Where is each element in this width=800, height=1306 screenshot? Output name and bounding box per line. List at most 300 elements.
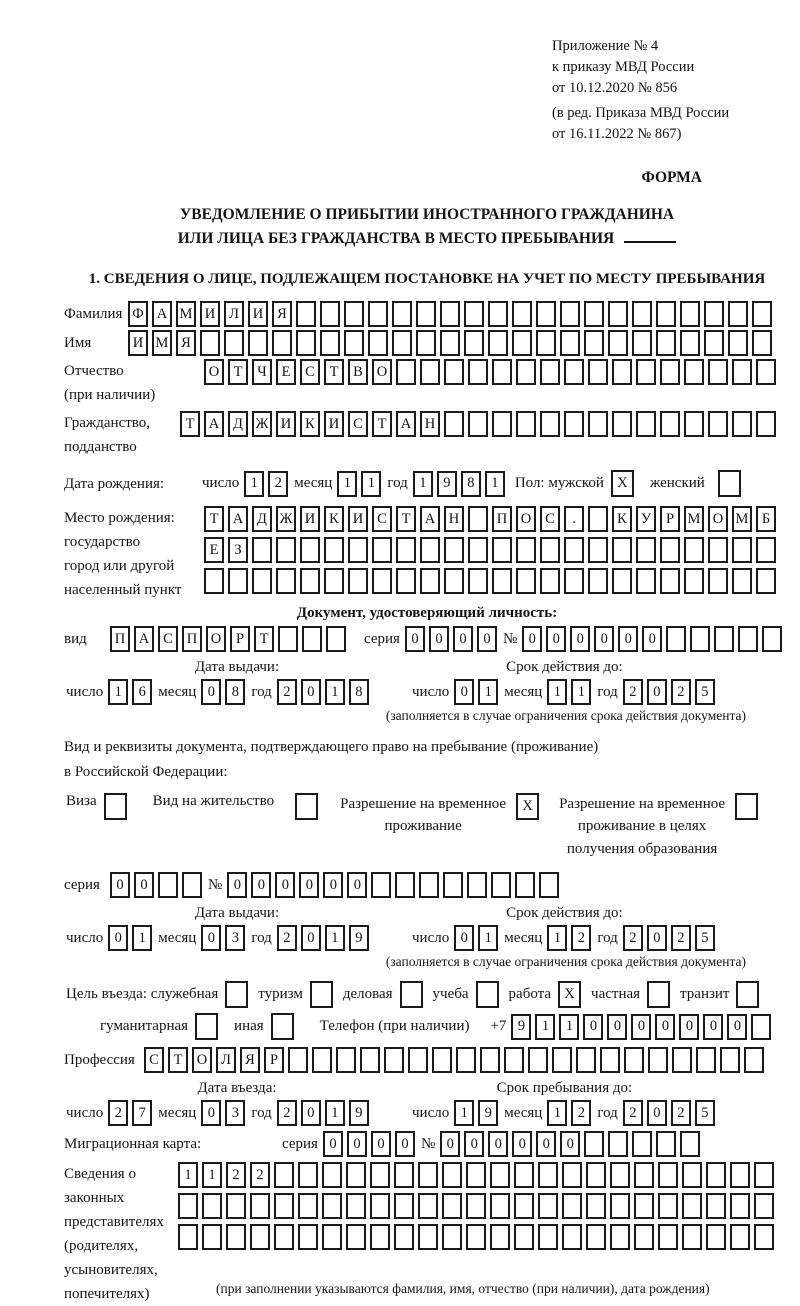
char-cell[interactable]: [610, 1224, 630, 1250]
char-cell[interactable]: 2: [623, 1100, 643, 1126]
char-cell[interactable]: 2: [277, 679, 297, 705]
char-cell[interactable]: [512, 330, 532, 356]
char-cell[interactable]: [396, 359, 416, 385]
char-cell[interactable]: Т: [168, 1047, 188, 1073]
char-cell[interactable]: [344, 330, 364, 356]
char-cell[interactable]: [658, 1224, 678, 1250]
char-cell[interactable]: С: [158, 626, 178, 652]
char-cell[interactable]: Т: [372, 411, 392, 437]
char-cell[interactable]: О: [206, 626, 226, 652]
char-cell[interactable]: 0: [512, 1131, 532, 1157]
char-cell[interactable]: 9: [437, 471, 457, 497]
char-cell[interactable]: Я: [272, 301, 292, 327]
char-cell[interactable]: [252, 537, 272, 563]
char-cell[interactable]: [608, 1131, 628, 1157]
char-cell[interactable]: [730, 1224, 750, 1250]
char-cell[interactable]: [226, 1224, 246, 1250]
char-cell[interactable]: 1: [178, 1162, 198, 1188]
char-cell[interactable]: [708, 411, 728, 437]
char-cell[interactable]: [420, 537, 440, 563]
char-cell[interactable]: 1: [547, 1100, 567, 1126]
char-cell[interactable]: А: [152, 301, 172, 327]
char-cell[interactable]: [368, 301, 388, 327]
char-cell[interactable]: И: [324, 411, 344, 437]
char-cell[interactable]: [564, 411, 584, 437]
char-cell[interactable]: [442, 1162, 462, 1188]
char-cell[interactable]: [492, 537, 512, 563]
char-cell[interactable]: [444, 568, 464, 594]
char-cell[interactable]: М: [732, 506, 752, 532]
char-cell[interactable]: Н: [420, 411, 440, 437]
char-cell[interactable]: Т: [204, 506, 224, 532]
char-cell[interactable]: [440, 330, 460, 356]
char-cell[interactable]: [744, 1047, 764, 1073]
char-cell[interactable]: [690, 626, 710, 652]
char-cell[interactable]: [666, 626, 686, 652]
char-cell[interactable]: 0: [522, 626, 542, 652]
char-cell[interactable]: [632, 301, 652, 327]
char-cell[interactable]: [684, 537, 704, 563]
char-cell[interactable]: [368, 330, 388, 356]
char-cell[interactable]: 0: [201, 679, 221, 705]
char-cell[interactable]: И: [300, 506, 320, 532]
char-cell[interactable]: [680, 301, 700, 327]
char-cell[interactable]: 2: [250, 1162, 270, 1188]
char-cell[interactable]: Т: [180, 411, 200, 437]
char-cell[interactable]: [564, 359, 584, 385]
char-cell[interactable]: 0: [108, 925, 128, 951]
char-cell[interactable]: [278, 626, 298, 652]
char-cell[interactable]: [370, 1224, 390, 1250]
char-cell[interactable]: [322, 1193, 342, 1219]
char-cell[interactable]: [728, 330, 748, 356]
char-cell[interactable]: [636, 359, 656, 385]
char-cell[interactable]: И: [348, 506, 368, 532]
residence-permit-checkbox[interactable]: [295, 793, 318, 820]
char-cell[interactable]: 5: [695, 925, 715, 951]
char-cell[interactable]: 0: [301, 679, 321, 705]
char-cell[interactable]: 2: [671, 925, 691, 951]
char-cell[interactable]: [444, 537, 464, 563]
char-cell[interactable]: З: [228, 537, 248, 563]
char-cell[interactable]: [612, 359, 632, 385]
char-cell[interactable]: [346, 1224, 366, 1250]
char-cell[interactable]: [320, 301, 340, 327]
char-cell[interactable]: [298, 1224, 318, 1250]
char-cell[interactable]: [312, 1047, 332, 1073]
char-cell[interactable]: [466, 1224, 486, 1250]
char-cell[interactable]: [464, 301, 484, 327]
char-cell[interactable]: [298, 1162, 318, 1188]
purpose-work-checkbox[interactable]: X: [558, 981, 581, 1008]
char-cell[interactable]: 7: [132, 1100, 152, 1126]
char-cell[interactable]: 0: [546, 626, 566, 652]
char-cell[interactable]: [538, 1193, 558, 1219]
char-cell[interactable]: Л: [224, 301, 244, 327]
purpose-transit-checkbox[interactable]: [736, 981, 759, 1008]
char-cell[interactable]: [348, 568, 368, 594]
char-cell[interactable]: [200, 330, 220, 356]
purpose-business-checkbox[interactable]: [400, 981, 423, 1008]
char-cell[interactable]: [488, 330, 508, 356]
char-cell[interactable]: [444, 411, 464, 437]
char-cell[interactable]: 0: [429, 626, 449, 652]
char-cell[interactable]: [586, 1193, 606, 1219]
char-cell[interactable]: 1: [454, 1100, 474, 1126]
char-cell[interactable]: А: [396, 411, 416, 437]
char-cell[interactable]: [528, 1047, 548, 1073]
char-cell[interactable]: 0: [395, 1131, 415, 1157]
char-cell[interactable]: П: [182, 626, 202, 652]
char-cell[interactable]: [732, 359, 752, 385]
char-cell[interactable]: [516, 568, 536, 594]
char-cell[interactable]: [248, 330, 268, 356]
char-cell[interactable]: [656, 301, 676, 327]
char-cell[interactable]: 5: [695, 1100, 715, 1126]
char-cell[interactable]: [394, 1193, 414, 1219]
char-cell[interactable]: [680, 330, 700, 356]
char-cell[interactable]: [490, 1193, 510, 1219]
char-cell[interactable]: [564, 537, 584, 563]
char-cell[interactable]: 0: [655, 1014, 675, 1040]
char-cell[interactable]: И: [128, 330, 148, 356]
char-cell[interactable]: С: [300, 359, 320, 385]
char-cell[interactable]: 0: [477, 626, 497, 652]
char-cell[interactable]: У: [636, 506, 656, 532]
char-cell[interactable]: К: [300, 411, 320, 437]
char-cell[interactable]: [512, 301, 532, 327]
purpose-humanitarian-checkbox[interactable]: [195, 1013, 218, 1040]
char-cell[interactable]: 1: [325, 925, 345, 951]
char-cell[interactable]: [756, 411, 776, 437]
purpose-official-checkbox[interactable]: [225, 981, 248, 1008]
char-cell[interactable]: [204, 568, 224, 594]
char-cell[interactable]: О: [708, 506, 728, 532]
char-cell[interactable]: 2: [226, 1162, 246, 1188]
sex-female-checkbox[interactable]: [718, 470, 741, 497]
char-cell[interactable]: [684, 359, 704, 385]
visa-checkbox[interactable]: [104, 793, 127, 820]
char-cell[interactable]: 0: [560, 1131, 580, 1157]
char-cell[interactable]: [584, 1131, 604, 1157]
char-cell[interactable]: О: [192, 1047, 212, 1073]
char-cell[interactable]: Я: [240, 1047, 260, 1073]
char-cell[interactable]: [538, 1224, 558, 1250]
char-cell[interactable]: О: [372, 359, 392, 385]
char-cell[interactable]: М: [152, 330, 172, 356]
char-cell[interactable]: 0: [440, 1131, 460, 1157]
char-cell[interactable]: [660, 411, 680, 437]
purpose-private-checkbox[interactable]: [647, 981, 670, 1008]
char-cell[interactable]: 9: [349, 1100, 369, 1126]
char-cell[interactable]: [296, 301, 316, 327]
char-cell[interactable]: К: [612, 506, 632, 532]
char-cell[interactable]: [252, 568, 272, 594]
char-cell[interactable]: 1: [361, 471, 381, 497]
char-cell[interactable]: Р: [660, 506, 680, 532]
char-cell[interactable]: [706, 1193, 726, 1219]
char-cell[interactable]: [250, 1193, 270, 1219]
char-cell[interactable]: [324, 568, 344, 594]
char-cell[interactable]: [396, 568, 416, 594]
char-cell[interactable]: [562, 1162, 582, 1188]
char-cell[interactable]: 0: [227, 872, 247, 898]
purpose-tourism-checkbox[interactable]: [310, 981, 333, 1008]
char-cell[interactable]: [720, 1047, 740, 1073]
char-cell[interactable]: А: [134, 626, 154, 652]
char-cell[interactable]: [202, 1224, 222, 1250]
char-cell[interactable]: [632, 330, 652, 356]
char-cell[interactable]: [682, 1162, 702, 1188]
char-cell[interactable]: [298, 1193, 318, 1219]
char-cell[interactable]: 6: [132, 679, 152, 705]
char-cell[interactable]: [756, 537, 776, 563]
char-cell[interactable]: [610, 1193, 630, 1219]
char-cell[interactable]: М: [684, 506, 704, 532]
char-cell[interactable]: 0: [251, 872, 271, 898]
char-cell[interactable]: [444, 359, 464, 385]
char-cell[interactable]: Ч: [252, 359, 272, 385]
char-cell[interactable]: Т: [324, 359, 344, 385]
char-cell[interactable]: [588, 411, 608, 437]
char-cell[interactable]: [536, 301, 556, 327]
char-cell[interactable]: [706, 1224, 726, 1250]
char-cell[interactable]: [680, 1131, 700, 1157]
char-cell[interactable]: [408, 1047, 428, 1073]
char-cell[interactable]: [302, 626, 322, 652]
char-cell[interactable]: 0: [679, 1014, 699, 1040]
char-cell[interactable]: [714, 626, 734, 652]
char-cell[interactable]: 1: [108, 679, 128, 705]
char-cell[interactable]: 3: [225, 1100, 245, 1126]
char-cell[interactable]: [490, 1224, 510, 1250]
char-cell[interactable]: [418, 1193, 438, 1219]
char-cell[interactable]: 0: [453, 626, 473, 652]
char-cell[interactable]: [504, 1047, 524, 1073]
char-cell[interactable]: [514, 1162, 534, 1188]
char-cell[interactable]: [636, 537, 656, 563]
char-cell[interactable]: [296, 330, 316, 356]
char-cell[interactable]: [420, 359, 440, 385]
char-cell[interactable]: Т: [396, 506, 416, 532]
char-cell[interactable]: 1: [571, 679, 591, 705]
char-cell[interactable]: А: [204, 411, 224, 437]
char-cell[interactable]: 5: [695, 679, 715, 705]
char-cell[interactable]: Н: [444, 506, 464, 532]
char-cell[interactable]: [336, 1047, 356, 1073]
char-cell[interactable]: 0: [594, 626, 614, 652]
char-cell[interactable]: [348, 537, 368, 563]
char-cell[interactable]: [682, 1224, 702, 1250]
char-cell[interactable]: [346, 1193, 366, 1219]
char-cell[interactable]: [420, 568, 440, 594]
char-cell[interactable]: [370, 1193, 390, 1219]
char-cell[interactable]: 2: [623, 925, 643, 951]
char-cell[interactable]: [728, 301, 748, 327]
char-cell[interactable]: [656, 330, 676, 356]
char-cell[interactable]: [684, 568, 704, 594]
char-cell[interactable]: [432, 1047, 452, 1073]
char-cell[interactable]: [754, 1224, 774, 1250]
char-cell[interactable]: [394, 1224, 414, 1250]
char-cell[interactable]: [564, 568, 584, 594]
char-cell[interactable]: 8: [349, 679, 369, 705]
char-cell[interactable]: [516, 537, 536, 563]
char-cell[interactable]: [624, 1047, 644, 1073]
char-cell[interactable]: [514, 1193, 534, 1219]
char-cell[interactable]: [730, 1162, 750, 1188]
char-cell[interactable]: [756, 568, 776, 594]
char-cell[interactable]: [706, 1162, 726, 1188]
char-cell[interactable]: 1: [478, 679, 498, 705]
char-cell[interactable]: [416, 330, 436, 356]
char-cell[interactable]: [442, 1193, 462, 1219]
char-cell[interactable]: [464, 330, 484, 356]
char-cell[interactable]: [704, 330, 724, 356]
char-cell[interactable]: 0: [299, 872, 319, 898]
char-cell[interactable]: [224, 330, 244, 356]
char-cell[interactable]: 2: [277, 1100, 297, 1126]
char-cell[interactable]: [672, 1047, 692, 1073]
char-cell[interactable]: [738, 626, 758, 652]
char-cell[interactable]: [344, 301, 364, 327]
char-cell[interactable]: [658, 1193, 678, 1219]
char-cell[interactable]: [300, 568, 320, 594]
char-cell[interactable]: 0: [454, 925, 474, 951]
char-cell[interactable]: Б: [756, 506, 776, 532]
char-cell[interactable]: [516, 359, 536, 385]
char-cell[interactable]: [467, 872, 487, 898]
char-cell[interactable]: [392, 301, 412, 327]
char-cell[interactable]: Е: [204, 537, 224, 563]
purpose-study-checkbox[interactable]: [476, 981, 499, 1008]
char-cell[interactable]: [468, 568, 488, 594]
char-cell[interactable]: 2: [623, 679, 643, 705]
char-cell[interactable]: [684, 411, 704, 437]
char-cell[interactable]: [754, 1193, 774, 1219]
char-cell[interactable]: 0: [405, 626, 425, 652]
char-cell[interactable]: [608, 301, 628, 327]
char-cell[interactable]: [182, 872, 202, 898]
char-cell[interactable]: [756, 359, 776, 385]
char-cell[interactable]: 0: [647, 1100, 667, 1126]
char-cell[interactable]: [540, 537, 560, 563]
char-cell[interactable]: [752, 330, 772, 356]
char-cell[interactable]: 2: [571, 1100, 591, 1126]
char-cell[interactable]: [762, 626, 782, 652]
char-cell[interactable]: Ф: [128, 301, 148, 327]
char-cell[interactable]: [442, 1224, 462, 1250]
char-cell[interactable]: [456, 1047, 476, 1073]
char-cell[interactable]: [612, 411, 632, 437]
char-cell[interactable]: 0: [488, 1131, 508, 1157]
char-cell[interactable]: Р: [264, 1047, 284, 1073]
char-cell[interactable]: [704, 301, 724, 327]
char-cell[interactable]: 2: [277, 925, 297, 951]
char-cell[interactable]: [250, 1224, 270, 1250]
char-cell[interactable]: 0: [631, 1014, 651, 1040]
char-cell[interactable]: 1: [413, 471, 433, 497]
char-cell[interactable]: 1: [202, 1162, 222, 1188]
char-cell[interactable]: [418, 1224, 438, 1250]
char-cell[interactable]: 0: [454, 679, 474, 705]
char-cell[interactable]: [228, 568, 248, 594]
char-cell[interactable]: М: [176, 301, 196, 327]
char-cell[interactable]: [480, 1047, 500, 1073]
char-cell[interactable]: [418, 1162, 438, 1188]
char-cell[interactable]: [536, 330, 556, 356]
char-cell[interactable]: [588, 568, 608, 594]
char-cell[interactable]: [392, 330, 412, 356]
char-cell[interactable]: [468, 506, 488, 532]
char-cell[interactable]: [612, 568, 632, 594]
char-cell[interactable]: Ж: [252, 411, 272, 437]
char-cell[interactable]: [202, 1193, 222, 1219]
char-cell[interactable]: Л: [216, 1047, 236, 1073]
char-cell[interactable]: [584, 330, 604, 356]
char-cell[interactable]: [346, 1162, 366, 1188]
char-cell[interactable]: 0: [323, 872, 343, 898]
char-cell[interactable]: [466, 1193, 486, 1219]
char-cell[interactable]: 0: [110, 872, 130, 898]
char-cell[interactable]: [276, 537, 296, 563]
char-cell[interactable]: С: [372, 506, 392, 532]
char-cell[interactable]: [468, 537, 488, 563]
char-cell[interactable]: В: [348, 359, 368, 385]
char-cell[interactable]: [586, 1162, 606, 1188]
char-cell[interactable]: 0: [618, 626, 638, 652]
char-cell[interactable]: [660, 568, 680, 594]
char-cell[interactable]: [656, 1131, 676, 1157]
char-cell[interactable]: [443, 872, 463, 898]
char-cell[interactable]: [492, 568, 512, 594]
char-cell[interactable]: [226, 1193, 246, 1219]
char-cell[interactable]: 1: [559, 1014, 579, 1040]
char-cell[interactable]: 3: [225, 925, 245, 951]
char-cell[interactable]: 0: [371, 1131, 391, 1157]
char-cell[interactable]: [660, 359, 680, 385]
temp-residence-education-checkbox[interactable]: [735, 793, 758, 820]
char-cell[interactable]: 1: [535, 1014, 555, 1040]
char-cell[interactable]: Т: [228, 359, 248, 385]
char-cell[interactable]: [320, 330, 340, 356]
char-cell[interactable]: 0: [301, 925, 321, 951]
char-cell[interactable]: [372, 568, 392, 594]
char-cell[interactable]: 0: [201, 925, 221, 951]
char-cell[interactable]: 0: [727, 1014, 747, 1040]
char-cell[interactable]: [588, 359, 608, 385]
char-cell[interactable]: И: [276, 411, 296, 437]
char-cell[interactable]: 0: [464, 1131, 484, 1157]
char-cell[interactable]: [696, 1047, 716, 1073]
char-cell[interactable]: [540, 568, 560, 594]
char-cell[interactable]: [636, 568, 656, 594]
char-cell[interactable]: [708, 537, 728, 563]
char-cell[interactable]: [466, 1162, 486, 1188]
char-cell[interactable]: С: [348, 411, 368, 437]
char-cell[interactable]: [395, 872, 415, 898]
char-cell[interactable]: 0: [201, 1100, 221, 1126]
char-cell[interactable]: [540, 359, 560, 385]
char-cell[interactable]: 0: [642, 626, 662, 652]
char-cell[interactable]: И: [248, 301, 268, 327]
char-cell[interactable]: 9: [478, 1100, 498, 1126]
char-cell[interactable]: 0: [703, 1014, 723, 1040]
char-cell[interactable]: [371, 872, 391, 898]
char-cell[interactable]: [632, 1131, 652, 1157]
purpose-other-checkbox[interactable]: [271, 1013, 294, 1040]
char-cell[interactable]: С: [540, 506, 560, 532]
